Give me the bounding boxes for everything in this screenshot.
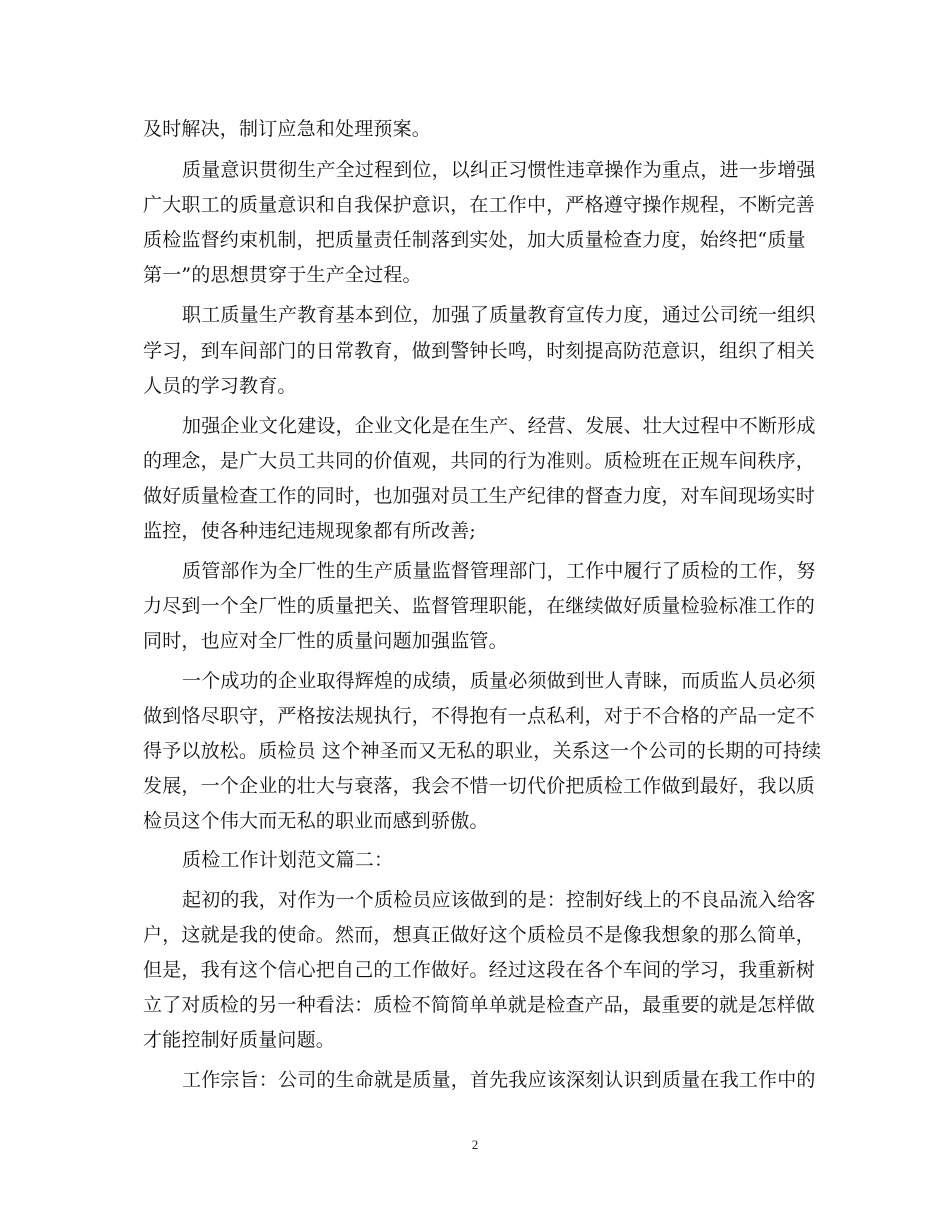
paragraph-start-line: 工作宗旨：公司的生命就是质量，首先我应该深刻认识到质量在我工作中的 [182,1069,816,1091]
text-line: 得予以放松。质检员 这个神圣而又无私的职业，关系这一个公司的长期的可持续 [143,740,822,762]
text-line: 检员这个伟大而无私的职业而感到骄傲。 [143,810,489,832]
section-heading: 质检工作计划范文篇二： [182,849,394,871]
text-line: 及时解决，制订应急和处理预案。 [143,118,432,140]
paragraph-start-line: 一个成功的企业取得辉煌的成绩，质量必须做到世人青睐，而质监人员必须 [182,670,816,692]
text-line: 同时，也应对全厂性的质量问题加强监管。 [143,630,508,652]
text-line: 做好质量检查工作的同时，也加强对员工生产纪律的督查力度，对车间现场实时 [143,485,816,507]
text-line: 质检监督约束机制，把质量责任制落到实处，加大质量检查力度，始终把“质量 [143,229,806,251]
paragraph-start-line: 质管部作为全厂性的生产质量监督管理部门，工作中履行了质检的工作，努 [182,560,816,582]
paragraph-start-line: 质量意识贯彻生产全过程到位，以纠正习惯性违章操作为重点，进一步增强 [182,159,816,181]
text-line: 但是，我有这个信心把自己的工作做好。经过这段在各个车间的学习，我重新树 [143,959,816,981]
text-line: 的理念，是广大员工共同的价值观，共同的行为准则。质检班在正规车间秩序， [143,450,816,472]
paragraph-start-line: 加强企业文化建设，企业文化是在生产、经营、发展、壮大过程中不断形成 [182,415,816,437]
text-line: 户，这就是我的使命。然而，想真正做好这个质检员不是像我想象的那么简单， [143,924,816,946]
paragraph-start-line: 职工质量生产教育基本到位，加强了质量教育宣传力度，通过公司统一组织 [182,304,816,326]
text-line: 力尽到一个全厂性的质量把关、监督管理职能，在继续做好质量检验标准工作的 [143,595,816,617]
text-line: 学习，到车间部门的日常教育，做到警钟长鸣，时刻提高防范意识，组织了相关 [143,340,816,362]
text-line: 第一”的思想贯穿于生产全过程。 [143,264,422,286]
text-line: 监控，使各种违纪违规现象都有所改善; [143,520,477,542]
text-line: 广大职工的质量意识和自我保护意识，在工作中，严格遵守操作规程，不断完善 [143,194,816,216]
text-line: 做到恪尽职守，严格按法规执行，不得抱有一点私利，对于不合格的产品一定不 [143,705,816,727]
page-number: 2 [471,1137,479,1152]
paragraph-start-line: 起初的我，对作为一个质检员应该做到的是：控制好线上的不良品流入给客 [182,889,816,911]
text-line: 人员的学习教育。 [143,375,297,397]
text-line: 才能控制好质量问题。 [143,1029,336,1051]
text-line: 发展，一个企业的壮大与衰落，我会不惜一切代价把质检工作做到最好，我以质 [143,775,816,797]
text-line: 立了对质检的另一种看法：质检不简简单单就是检查产品，最重要的就是怎样做 [143,994,816,1016]
